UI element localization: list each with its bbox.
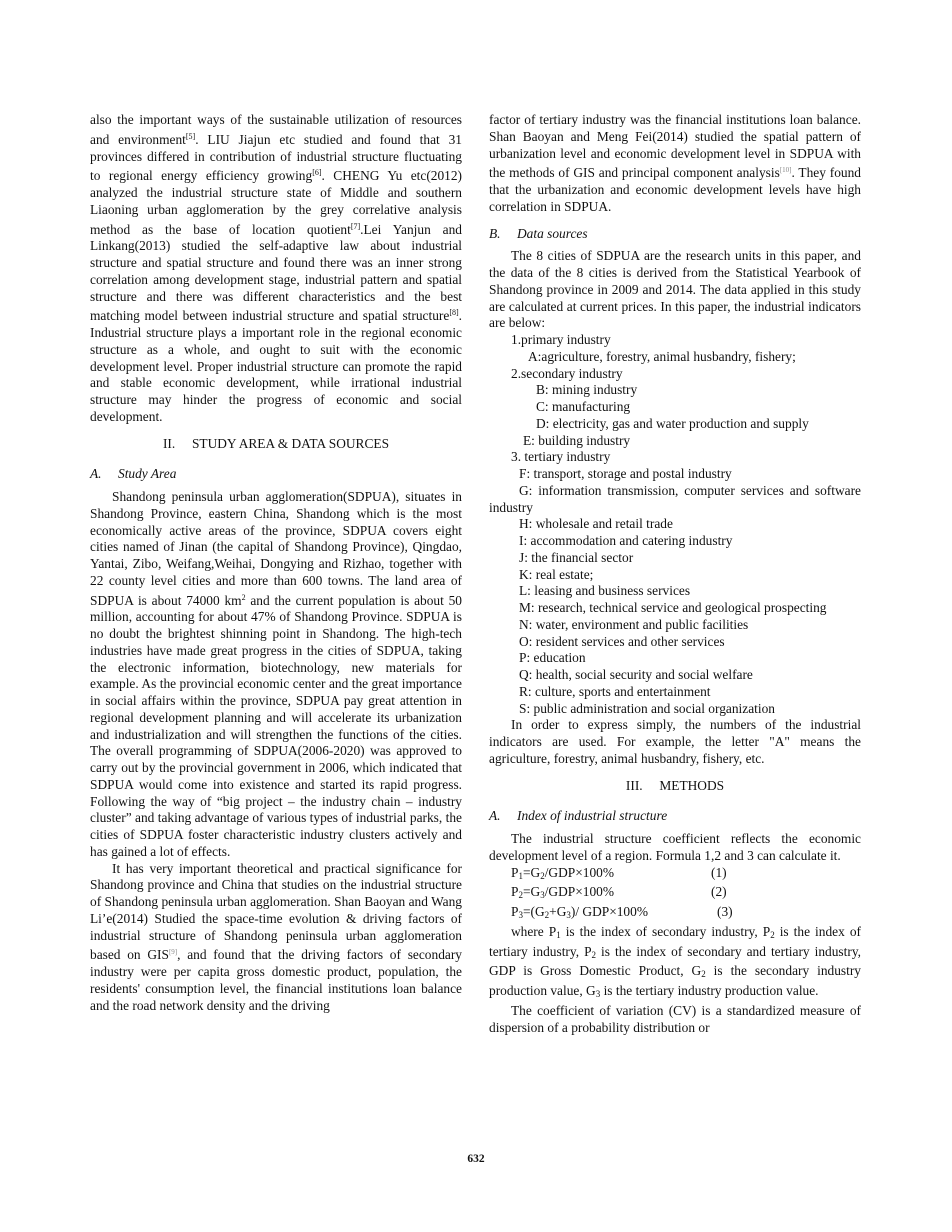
citation-10: [10] xyxy=(779,166,792,175)
equation-2: $P_2=G_3/GDP\times 100\%$ (2) xyxy=(511,884,727,901)
list-item: G: information transmission, computer services and software industry xyxy=(489,482,861,515)
paragraph-study-area: Shandong peninsula urban agglomeration(SDPUA), situates in Shandong Province, eastern China, Shandong which is the most economically active areas of the province, SDPUA covers eight cities named of Jinan (the capital of Shandong Province), Qingdao, Yantai, Zibo, Weifang,Weihai, Dongying and Rizhao, together with 22 county level cities and more than 600 towns. The land area of SDPUA is about 74000 $km^2$ and the current population is about 50 million, accounting for about 47% of Shandong Province. SDPUA is no doubt the brightest shinning point in Shandong. The high-tech industries have made great progress in the cities of SDPUA, taking the electronic information, biotechnology, new materials for example. As the provincial economic center and the great importance in social affairs within the province, SDPUA pay great attention in regional development planning and will accelerate its urbanization and industrialization and will strengthen the functions of the cities. The overall programming of SDPUA(2006-2020) was approved to carry out by the provincial government in 2006, which indicated that SDPUA would come into existence and started its rapid progress. Following the way of “big project – the industry chain – industry cluster” and taking advantage of various types of industrial parks, the cities of SDPUA foster characteristic industry clusters actively and has gained a lot of effects. xyxy=(90,489,462,859)
equation-number: (2) xyxy=(711,884,727,900)
equation-number: (1) xyxy=(711,864,727,880)
subsection-heading-index: A. Index of industrial structure xyxy=(489,808,668,824)
list-item: 1.primary industry xyxy=(511,332,611,347)
citation-8: [8] xyxy=(449,308,459,318)
list-item: S: public administration and social organization xyxy=(519,700,775,716)
list-item: A:agriculture, forestry, animal husbandry, fishery; xyxy=(528,348,796,364)
page-number: 632 xyxy=(467,1153,485,1165)
list-item: J: the financial sector xyxy=(519,549,634,565)
list-item: N: water, environment and public facilities xyxy=(519,616,749,632)
list-item: E: building industry xyxy=(523,432,631,448)
section-heading-study-area: II. STUDY AREA & DATA SOURCES xyxy=(162,435,390,451)
list-item: Q: health, social security and social welfare xyxy=(519,667,753,682)
list-item: I: accommodation and catering industry xyxy=(519,533,733,548)
subsection-heading-study-area: A. Study Area xyxy=(90,466,177,482)
citation-6: [6] xyxy=(312,168,322,178)
paragraph-literature-review: also the important ways of the sustainable utilization of resources and environment[5]. LIU Jiajun etc studied and found that 31 provinces differed in contribution of industrial structure fluctuating to regional energy efficiency growing[6]. CHENG Yu etc(2012) analyzed the industrial structure state of Middle and southern Liaoning urban agglomeration by the grey correlative analysis method as the base of location quotient[7].Lei Yanjun and Linkang(2013) studied the self-adaptive law about industrial structure and spatial structure and found there was an inner strong correlation among development stage, industrial pattern and spatial structure and there was different characteristics and the best matching model between industrial structure and spatial structure[8]. Industrial structure plays a important role in the regional economic structure as a whole, and ought to suit with the economic development level. Proper industrial structure can promote the rapid and stable economic development, while irrational industrial structure may hinder the progress of economic and social development. xyxy=(90,112,463,424)
equation-1: $P_1=G_2/GDP\times 100\%$ (1) xyxy=(511,864,727,881)
list-item: R: culture, sports and entertainment xyxy=(519,683,711,699)
equation-number: (3) xyxy=(717,904,733,919)
citation-9: [9] xyxy=(168,948,178,957)
paragraph-equation-definitions: where $P_1$ is the index of secondary industry, $P_2$ is the index of tertiary industry, $P_2$ is the index of secondary and tertiary industry, GDP is Gross Domestic Product, $G_2$ is the secondary industry production value, $G_3$ is the tertiary industry production value. xyxy=(489,923,862,999)
left-column xyxy=(90,112,462,1014)
citation-5: [5] xyxy=(185,131,196,141)
list-item: K: real estate; xyxy=(519,566,594,582)
right-column xyxy=(489,112,861,1036)
paragraph-continued: factor of tertiary industry was the financial institutions loan balance. Shan Baoyan and Meng Fei(2014) studied the spatial pattern of urbanization level and economic development level in SDPUA with the methods of GIS and principal component analysis[10]. They found that the urbanization and economic development levels have high correlation in SDPUA. xyxy=(489,112,861,214)
list-item: O: resident services and other services xyxy=(519,633,725,649)
subsection-heading-data-sources: B. Data sources xyxy=(489,225,588,241)
list-item: L: leasing and business services xyxy=(519,583,691,599)
paragraph-data-sources: The 8 cities of SDPUA are the research units in this paper, and the data of the 8 cities is derived from the Statistical Yearbook of Shandong province in 2009 and 2014. The data applied in this study are calculated at current prices. In this paper, the industrial indicators are below: xyxy=(489,248,861,331)
list-item: H: wholesale and retail trade xyxy=(519,516,673,532)
list-item: F: transport, storage and postal industry xyxy=(519,466,732,481)
list-item: P: education xyxy=(519,650,586,666)
list-item: B: mining industry xyxy=(536,382,638,398)
list-item: M: research, technical service and geological prospecting xyxy=(519,600,827,615)
section-heading-methods: III. METHODS xyxy=(625,777,725,793)
paragraph-indicator-note: In order to express simply, the numbers of the industrial indicators are used. For example, the letter "A" means the agriculture, forestry, animal husbandry, fishery, etc. xyxy=(489,717,861,766)
paragraph-coefficient-of-variation: The coefficient of variation (CV) is a standardized measure of dispersion of a probability distribution or xyxy=(489,1002,861,1035)
equation-3: $P_3=(G_2+G_3)/$ GDP×100% (3) xyxy=(511,904,733,920)
list-item: C: manufacturing xyxy=(536,399,631,414)
citation-7: [7] xyxy=(350,221,361,231)
industry-indicator-list xyxy=(489,332,861,717)
list-item: 2.secondary industry xyxy=(511,365,623,381)
paragraph-structure-coefficient: The industrial structure coefficient reflects the economic development level of a region. Formula 1,2 and 3 can calculate it. xyxy=(489,831,861,863)
list-item: D: electricity, gas and water production and supply xyxy=(536,415,809,431)
list-item: 3. tertiary industry xyxy=(511,449,611,465)
paragraph-significance: It has very important theoretical and practical significance for Shandong province and China that studies on the industrial structure of Shandong peninsula urban agglomeration. Shan Baoyan and Wang Li’e(2014) Studied the space-time evolution & driving factors of industrial structure of Shandong peninsula urban agglomeration based on GIS[9], and found that the driving factors of secondary industry were per capita gross domestic product, population, the residents' consumption level, the financial institutions loan balance and the road network density and the driving xyxy=(90,860,462,1013)
